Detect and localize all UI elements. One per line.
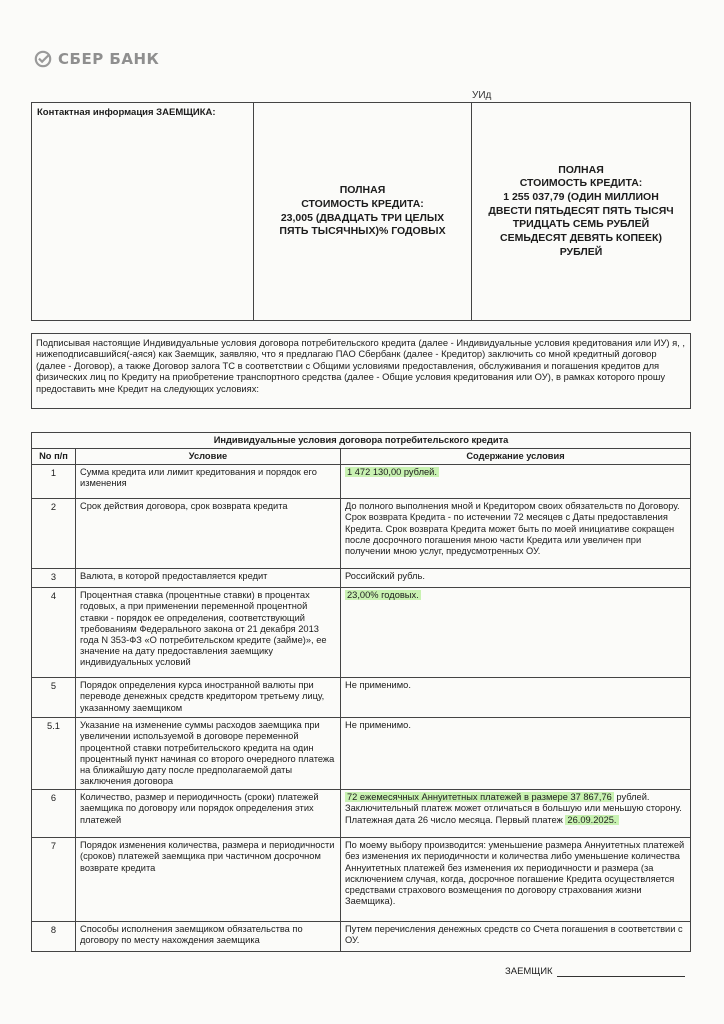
row-content: Путем перечисления денежных средств со Счета погашения в соответствии с ОУ. [341,922,691,952]
uid-label: УИд [472,90,492,101]
row-content: Российский рубль. [341,569,691,588]
intro-paragraph: Подписывая настоящие Индивидуальные условия договора потребительского кредита (далее - Индивидуальные условия кредитования или ИУ) я, , нижеподписавшийся(-аяся) как Заемщик, заявляю, что я предлагаю ПАО Сбербанк (далее - Кредитор) заключить со мной кредитный договор (далее - Договор), а также Договор залога ТС в соответствии с Общими условиями предоставления, обслуживания и погашения кредитов для физических лиц по Кредиту на приобретение транспортного средства (далее - Общие условия кредитования или ОУ), в рамках которого прошу предоставить мне Кредит на следующих условиях: [31,333,691,409]
row-content [341,465,691,499]
rate-cell [254,103,472,320]
table-row [32,718,691,790]
highlighted-first-payment-date: 26.09.2025. [567,814,617,825]
table-row [32,678,691,718]
row-num: 2 [32,499,76,569]
row-condition: Способы исполнения заемщиком обязательства по договору по месту нахождения заемщика [76,922,341,952]
row-num: 7 [32,838,76,922]
row-condition: Процентная ставка (процентные ставки) в процентах годовых, а при применении переменной процентной ставки - порядок ее определения, соответствующий требованиям Федерального закона от 21 декабря 2013 года N 353-ФЗ «О потребительском кредите (займе)», ее значение на дату предоставления заемщику индивидуальных условий [76,588,341,678]
row-condition: Порядок определения курса иностранной валюты при переводе денежных средств кредитором третьему лицу, указанному заемщиком [76,678,341,718]
signature-label: ЗАЕМЩИК [505,966,553,977]
table-row [32,790,691,838]
row-num: 4 [32,588,76,678]
row-condition: Порядок изменения количества, размера и периодичности (сроков) платежей заемщика при частичном досрочном возврате кредита [76,838,341,922]
row-condition: Срок действия договора, срок возврата кредита [76,499,341,569]
row-num: 5.1 [32,718,76,790]
full-cost-amount-text: ПОЛНАЯ СТОИМОСТЬ КРЕДИТА: 1 255 037,79 (ОДИН МИЛЛИОН ДВЕСТИ ПЯТЬДЕСЯТ ПЯТЬ ТЫСЯЧ ТРИДЦАТЬ СЕМЬ РУБЛЕЙ СЕМЬДЕСЯТ ДЕВЯТЬ КОПЕЕК) РУБЛЕЙ [488,163,674,258]
row-condition: Валюта, в которой предоставляется кредит [76,569,341,588]
row-content: Не применимо. [341,678,691,718]
row-num: 3 [32,569,76,588]
contact-info-cell [32,103,254,320]
row-condition: Сумма кредита или лимит кредитования и порядок его изменения [76,465,341,499]
row-content: По моему выбору производится: уменьшение размера Аннуитетных платежей без изменения их периодичности и количества либо уменьшение количества Аннуитетных платежей без изменения их периодичности и размера (за исключением случая, когда, досрочное погашение Кредита осуществляется средствами страхового возмещения по договору страхования жизни Заемщика). [341,838,691,922]
table-row [32,838,691,922]
table-title: Индивидуальные условия договора потребительского кредита [32,433,691,449]
row-content: До полного выполнения мной и Кредитором своих обязательств по Договору. Срок возврата Кредита - по истечении 72 месяцев с Даты предоставления Кредита. Срок возврата Кредита может быть по моей инициативе сокращен после досрочного погашения мною части Кредита или увеличен при получении мною услуг, предусмотренных ОУ. [341,499,691,569]
table-row [32,588,691,678]
row-condition: Количество, размер и периодичность (сроки) платежей заемщика по договору или порядок определения этих платежей [76,790,341,838]
contact-info-label: Контактная информация ЗАЕМЩИКА: [37,107,216,118]
borrower-signature [505,966,685,977]
signature-line [557,967,685,977]
row-num: 1 [32,465,76,499]
col-header-condition: Условие [76,449,341,465]
highlighted-rate: 23,00% годовых. [347,590,419,601]
row-num: 6 [32,790,76,838]
row-content [341,790,691,838]
highlighted-amount: 1 472 130,00 рублей. [347,467,437,478]
row-content [341,588,691,678]
amount-cell [472,103,690,320]
credit-cost-box [31,102,691,321]
row-content: Не применимо. [341,718,691,790]
bank-name: СБЕР БАНК [58,50,160,68]
payment-details-text: рублей. Заключительный платеж может отличаться в большую или меньшую сторону. Платежная дата 26 число месяца. Первый платеж [345,792,682,825]
bank-logo [34,50,159,68]
row-condition: Указание на изменение суммы расходов заемщика при увеличении используемой в договоре переменной процентной ставки потребительского кредита на один процентный пункт начиная со второго очередного платежа на ближайшую дату после предполагаемой даты заключения договора [76,718,341,790]
individual-terms-table [31,432,691,952]
table-row [32,499,691,569]
sber-logo-icon [34,50,52,68]
row-num: 8 [32,922,76,952]
col-header-num: No п/п [32,449,76,465]
table-row [32,922,691,952]
row-num: 5 [32,678,76,718]
table-row [32,465,691,499]
table-row [32,569,691,588]
full-cost-rate-text: ПОЛНАЯ СТОИМОСТЬ КРЕДИТА: 23,005 (ДВАДЦАТЬ ТРИ ЦЕЛЫХ ПЯТЬ ТЫСЯЧНЫХ)% ГОДОВЫХ [279,184,446,238]
col-header-content: Содержание условия [341,449,691,465]
highlighted-payments: 72 ежемесячных Аннуитетных платежей в размере 37 867,76 [347,792,612,803]
